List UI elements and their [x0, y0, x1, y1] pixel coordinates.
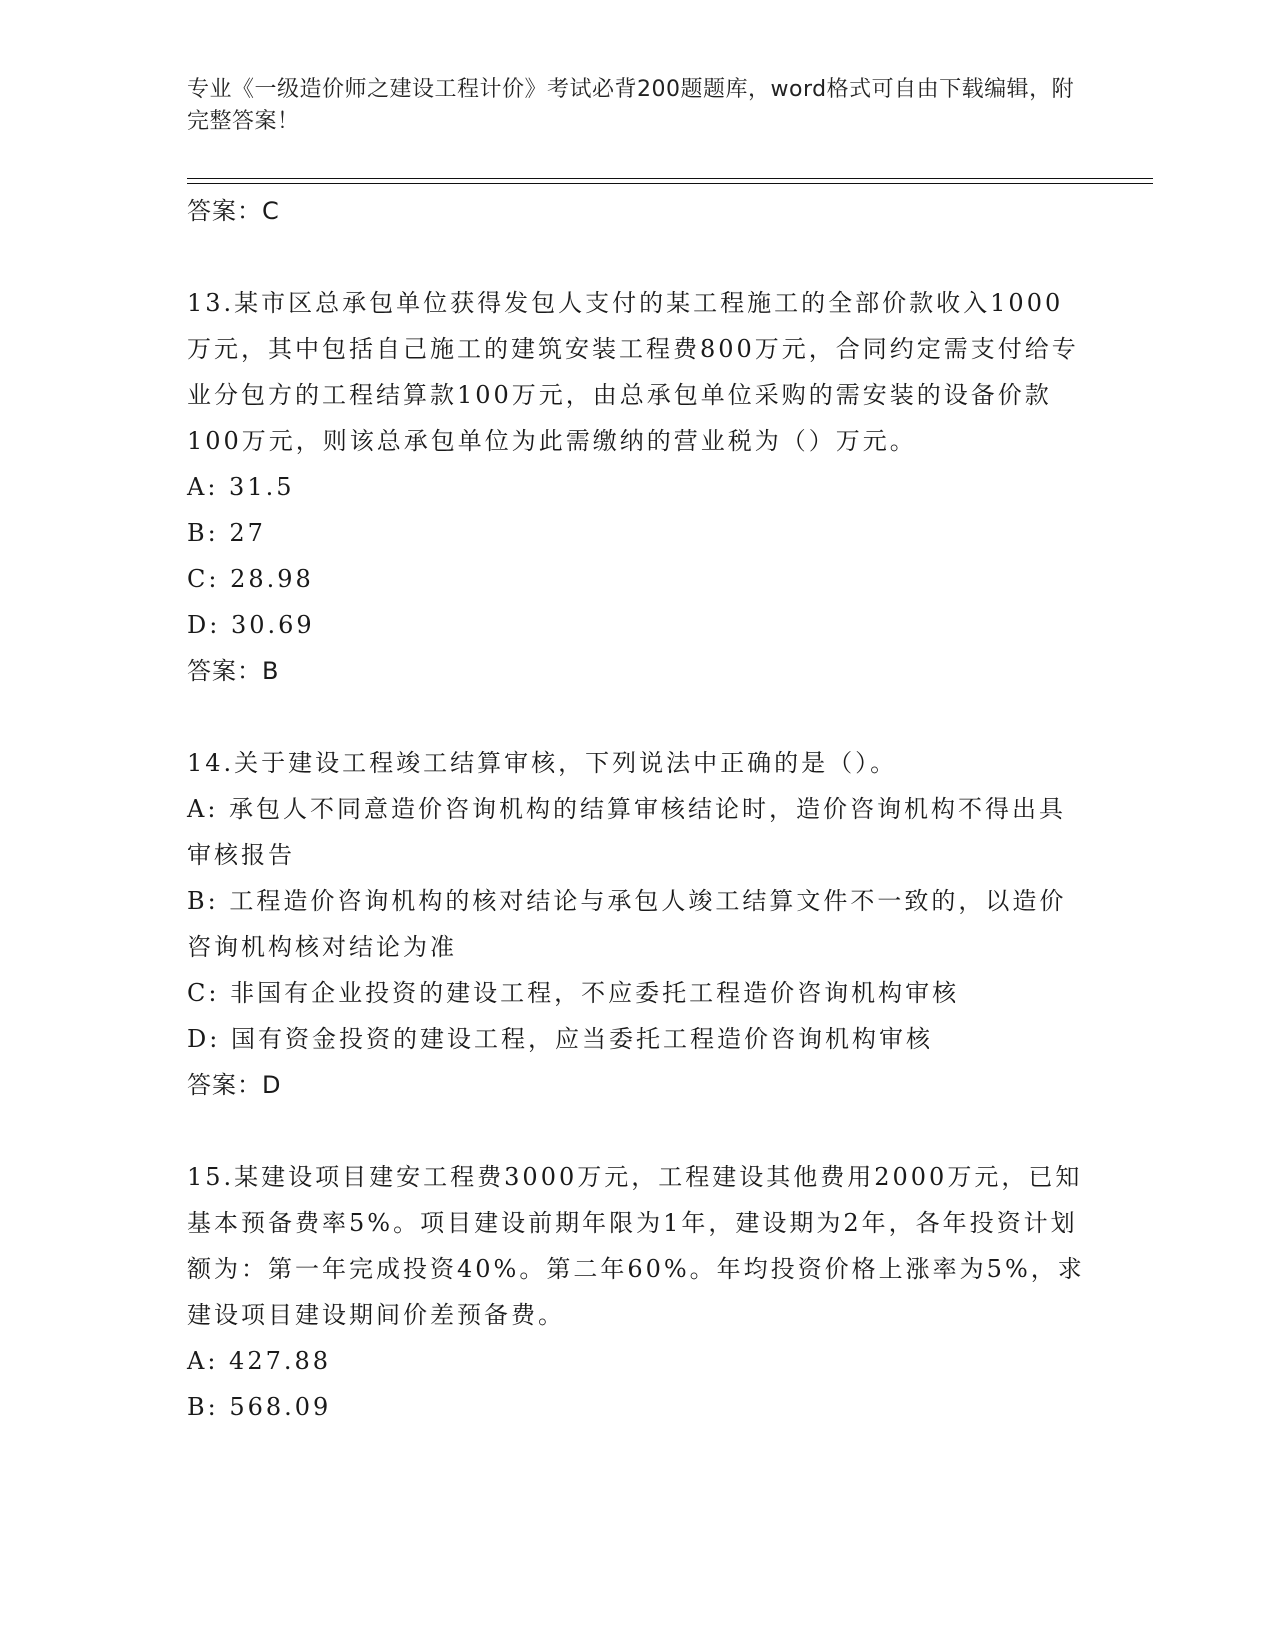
option-c: C: 28.98	[187, 565, 314, 593]
question-text: 14.关于建设工程竣工结算审核，下列说法中正确的是（）。	[187, 749, 898, 777]
document-body	[187, 188, 1087, 1430]
option-a: A: 427.88	[187, 1347, 332, 1375]
answer-line: 答案：B	[187, 657, 280, 685]
header-divider-top	[187, 178, 1153, 179]
question-14	[187, 740, 1087, 1108]
question-text: 15.某建设项目建安工程费3000万元，工程建设其他费用2000万元，已知基本预备费率5%。项目建设前期年限为1年，建设期为2年，各年投资计划额为：第一年完成投资40%。第二年60%。年均投资价格上涨率为5%，求建设项目建设期间价差预备费。	[187, 1163, 1085, 1329]
option-a: A: 31.5	[187, 473, 295, 501]
option-a: A: 承包人不同意造价咨询机构的结算审核结论时，造价咨询机构不得出具审核报告	[187, 795, 1067, 869]
document-header: 专业《一级造价师之建设工程计价》考试必背200题题库，word格式可自由下载编辑，附完整答案！	[187, 77, 1075, 134]
answer-line: 答案：C	[187, 197, 280, 225]
option-c: C: 非国有企业投资的建设工程，不应委托工程造价咨询机构审核	[187, 979, 960, 1007]
option-d: D: 30.69	[187, 611, 315, 639]
option-b: B: 工程造价咨询机构的核对结论与承包人竣工结算文件不一致的，以造价咨询机构核对结论为准	[187, 887, 1067, 961]
option-d: D: 国有资金投资的建设工程，应当委托工程造价咨询机构审核	[187, 1025, 933, 1053]
option-b: B: 27	[187, 519, 266, 547]
header-divider-bottom	[187, 183, 1153, 184]
option-b: B: 568.09	[187, 1393, 332, 1421]
answer-line: 答案：D	[187, 1071, 282, 1099]
question-15	[187, 1154, 1087, 1430]
question-text: 13.某市区总承包单位获得发包人支付的某工程施工的全部价款收入1000万元，其中包括自己施工的建筑安装工程费800万元，合同约定需支付给专业分包方的工程结算款100万元，由总承包单位采购的需安装的设备价款100万元，则该总承包单位为此需缴纳的营业税为（）万元。	[187, 289, 1079, 455]
question-13	[187, 280, 1087, 694]
